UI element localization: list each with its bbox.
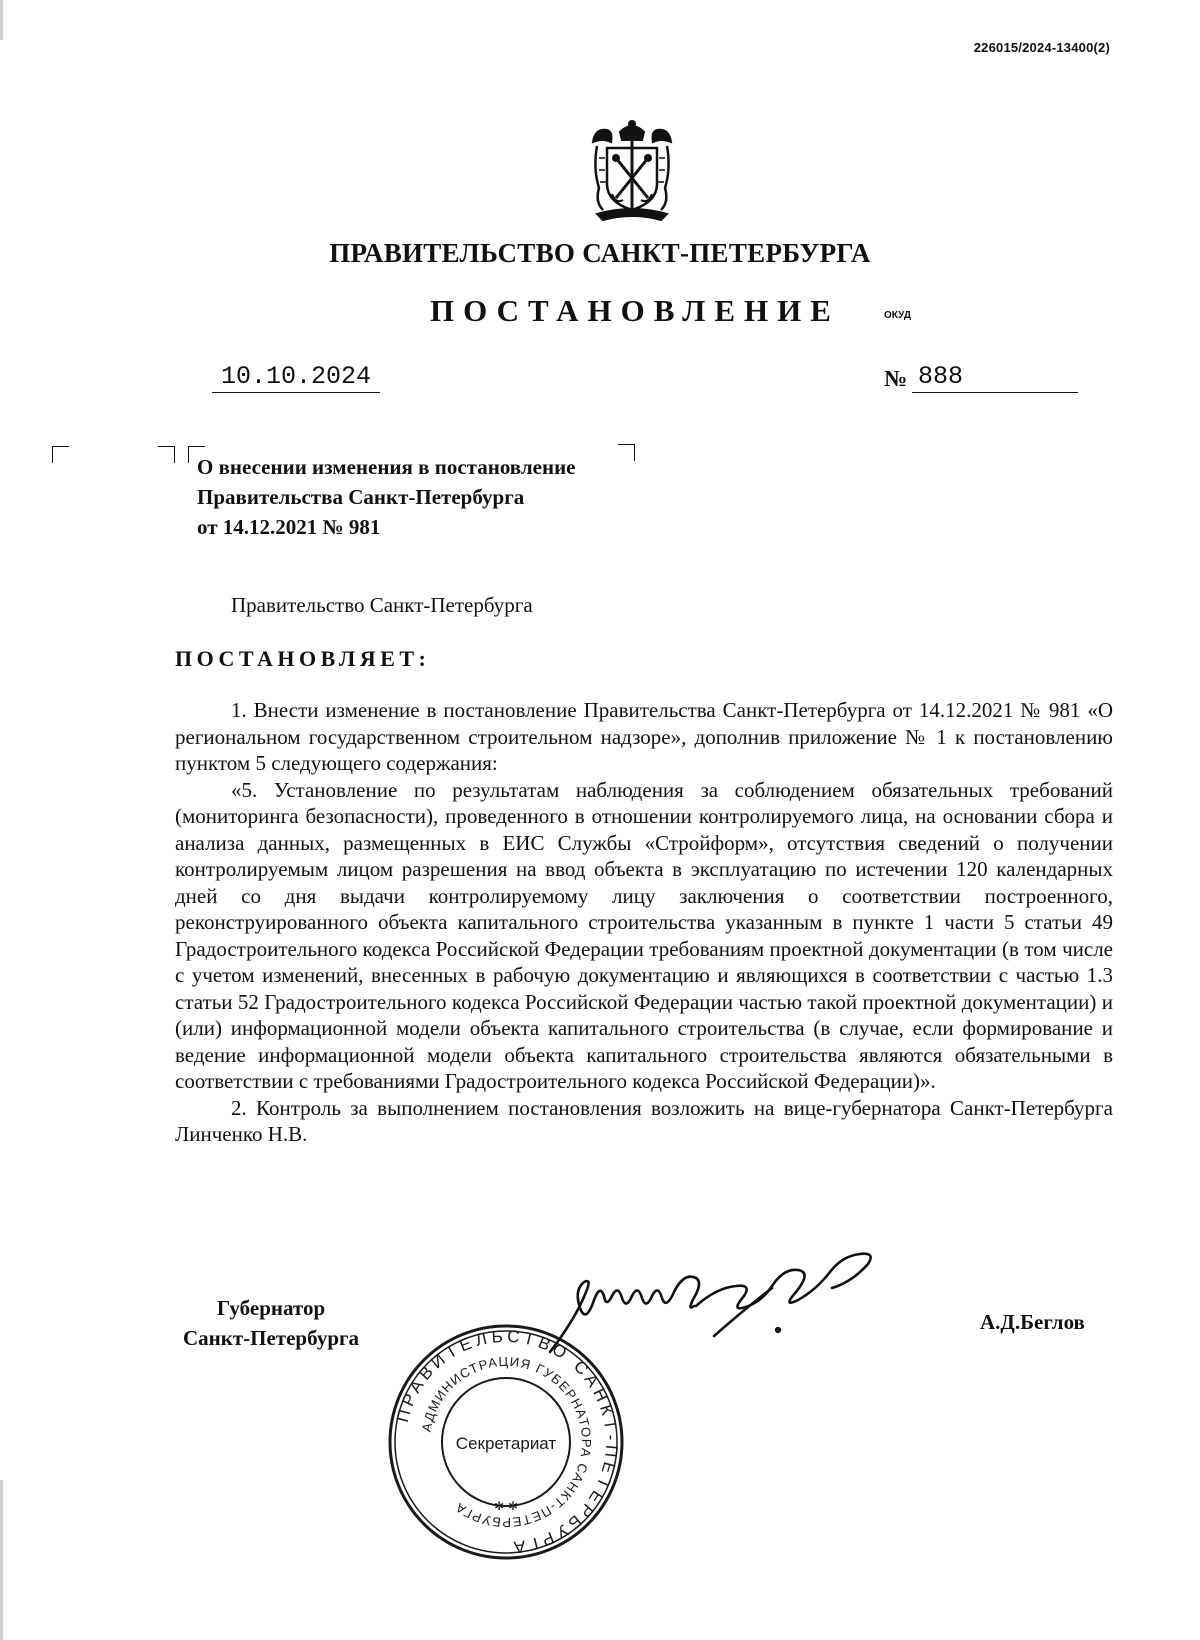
intro-text: Правительство Санкт-Петербурга [231, 593, 533, 617]
signatory-position [160, 1293, 382, 1353]
government-title: ПРАВИТЕЛЬСТВО САНКТ-ПЕТЕРБУРГА [329, 238, 871, 268]
scan-edge-bottom [0, 1480, 3, 1640]
coat-of-arms-icon [585, 118, 679, 222]
number-label: № [884, 366, 908, 391]
signatory-name: А.Д.Беглов [980, 1310, 1085, 1334]
document-number: 888 [912, 362, 1078, 393]
resolution-paragraph: «5. Установление по результатам наблюдения за соблюдением обязательных требований (мониторинга безопасности), проведенного в отношении контролируемого лица, на основании сбора и анализа данных, размещенных в ЕИС Службы «Стройформ», отсутствия сведений о получении контролируемым лицом разрешения на ввод объекта в эксплуатацию по истечении 120 календарных дней со дня выдачи контролируемому лицу заключения о соответствии построенного, реконструированного объекта капитального строительства указанным в пункте 1 части 5 статьи 49 Градостроительного кодекса Российской Федерации требованиям проектной документации (в том числе с учетом изменений, внесенных в рабочую документацию и являющихся в соответствии с частью 1.3 статьи 52 Градостроительного кодекса Российской Федерации частью такой проектной документации) и (или) информационной модели объекта капитального строительства (в случае, если формирование и ведение информационной модели объекта капитального строительства являются обязательными в соответствии с требованиями Градостроительного кодекса Российской Федерации)». [175, 777, 1113, 1093]
resolution-paragraph: 1. Внести изменение в постановление Правительства Санкт-Петербурга от 14.12.2021 № 981 «О региональном государственном строительном надзоре», дополнив приложение № 1 к постановлению пунктом 5 следующего содержания: [175, 698, 1113, 775]
scan-edge-top [0, 0, 3, 40]
official-seal [386, 1322, 626, 1562]
subject-line: Правительства Санкт-Петербурга [197, 485, 525, 509]
seal-inner-text: АДМИНИСТРАЦИЯ ГУБЕРНАТОРА САНКТ-ПЕТЕРБУРГА [418, 1353, 595, 1531]
document-date: 10.10.2024 [212, 362, 380, 393]
document-subject [197, 452, 576, 542]
signatory-position-line: Губернатор [216, 1296, 326, 1320]
document-type-title: ПОСТАНОВЛЕНИЕ [430, 293, 840, 328]
registration-number: 226015/2024-13400(2) [973, 40, 1110, 55]
okud-label: ОКУД [884, 310, 911, 321]
resolution-body [175, 697, 1113, 1148]
subject-line: О внесении изменения в постановление [197, 455, 576, 479]
subject-corner-right [618, 444, 635, 461]
signatory-position-line: Санкт-Петербурга [182, 1326, 360, 1350]
seal-star-icon: ✲ ✲ [494, 1499, 518, 1513]
bracket-corner-mark [158, 446, 175, 463]
subject-line: от 14.12.2021 № 981 [197, 515, 381, 539]
resolves-heading: ПОСТАНОВЛЯЕТ: [175, 646, 431, 671]
seal-center-text: Секретариат [455, 1434, 557, 1453]
resolution-paragraph: 2. Контроль за выполнением постановления возложить на вице-губернатора Санкт-Петербурга Линченко Н.В. [175, 1095, 1113, 1146]
seal-outer-text: ПРАВИТЕЛЬСТВО САНКТ-ПЕТЕРБУРГА [392, 1326, 622, 1558]
handwritten-signature [546, 1248, 906, 1358]
margin-corner-mark [52, 446, 69, 463]
